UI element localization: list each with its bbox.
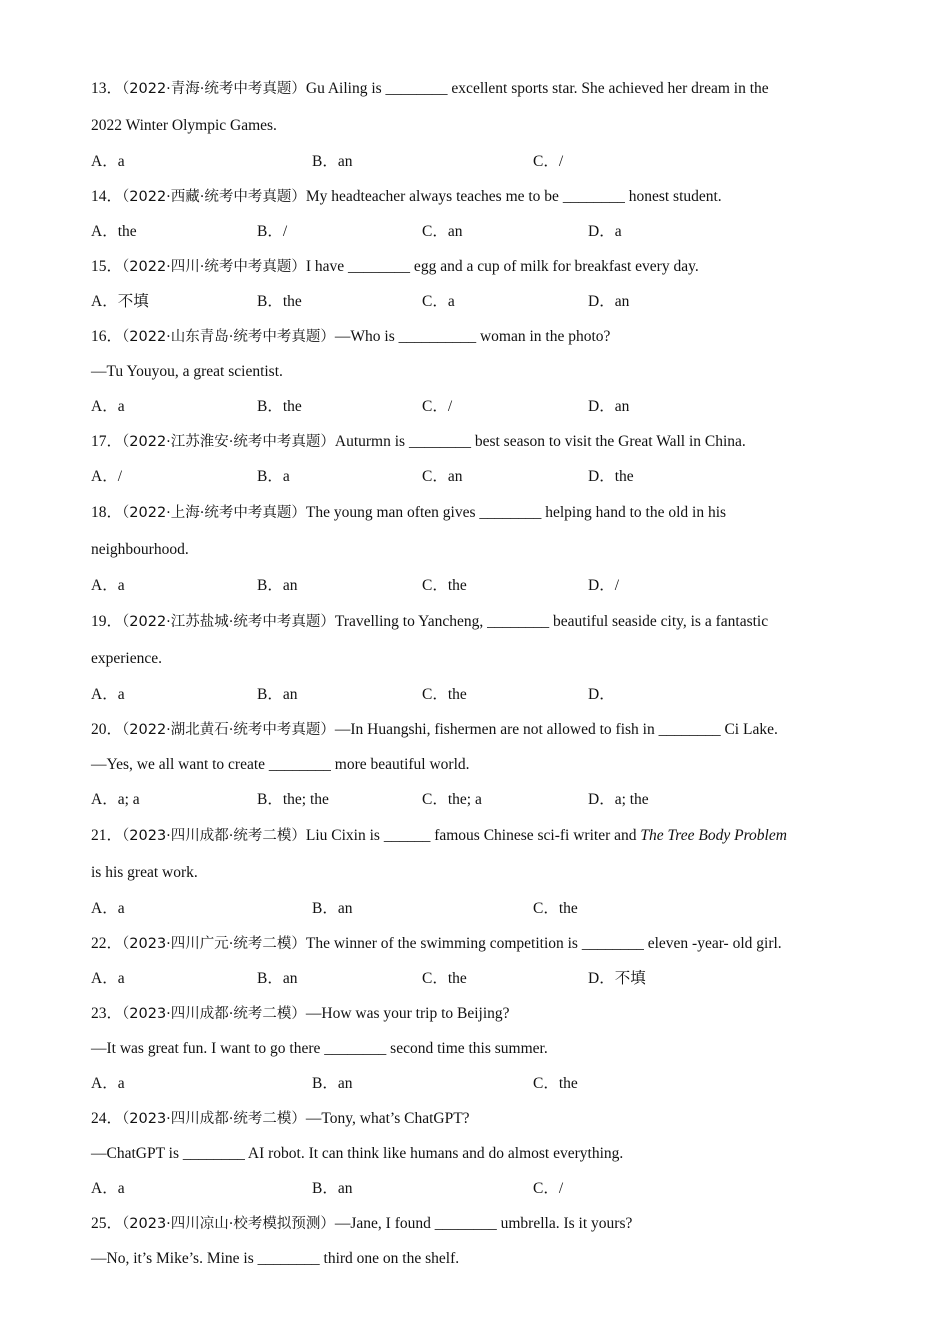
- question-21: [91, 817, 871, 926]
- question-text: 13．（2022·青海·统考中考真题）Gu Ailing is ________ excellent sports star. She achieved her dream in the: [91, 80, 769, 97]
- option-b[interactable]: B．an: [312, 900, 353, 917]
- option-d[interactable]: D．不填: [588, 970, 646, 987]
- option-a[interactable]: A．a; a: [91, 791, 140, 808]
- option-b[interactable]: B．a: [257, 468, 290, 485]
- option-c[interactable]: C．/: [533, 1180, 564, 1197]
- question-17: [91, 424, 871, 494]
- option-a[interactable]: A．a: [91, 398, 125, 415]
- option-c[interactable]: C．the: [422, 577, 467, 594]
- options: [91, 961, 871, 996]
- option-d[interactable]: D．a; the: [588, 791, 649, 808]
- options: [91, 389, 871, 424]
- option-c[interactable]: C．the: [533, 900, 578, 917]
- question-text: 15．（2022·四川·统考中考真题）I have ________ egg and a cup of milk for breakfast every day.: [91, 258, 699, 275]
- question-text-cont: 2022 Winter Olympic Games.: [91, 117, 277, 134]
- question-text: 21．（2023·四川成都·统考二模）Liu Cixin is ______ famous Chinese sci-fi writer and The Tree Body Problem: [91, 827, 787, 844]
- question-text-cont: experience.: [91, 650, 162, 667]
- option-b[interactable]: B．an: [312, 1075, 353, 1092]
- question-13: [91, 70, 871, 179]
- option-a[interactable]: A．a: [91, 970, 125, 987]
- question-25: [91, 1206, 871, 1276]
- question-23: [91, 996, 871, 1101]
- question-15: [91, 249, 871, 319]
- option-b[interactable]: B．the; the: [257, 791, 329, 808]
- option-c[interactable]: C．the; a: [422, 791, 482, 808]
- options: [91, 144, 871, 179]
- question-text: 23．（2023·四川成都·统考二模）—How was your trip to Beijing?: [91, 1005, 510, 1022]
- question-18: [91, 494, 871, 603]
- option-c[interactable]: C．the: [533, 1075, 578, 1092]
- option-a[interactable]: A．a: [91, 686, 125, 703]
- question-text-cont: —It was great fun. I want to go there ________ second time this summer.: [91, 1040, 548, 1057]
- option-a[interactable]: A．/: [91, 468, 123, 485]
- question-text: 24．（2023·四川成都·统考二模）—Tony, what’s ChatGPT?: [91, 1110, 470, 1127]
- option-b[interactable]: B．an: [257, 970, 298, 987]
- option-b[interactable]: B．an: [312, 153, 353, 170]
- option-b[interactable]: B．/: [257, 223, 288, 240]
- options: [91, 782, 871, 817]
- option-a[interactable]: A．a: [91, 577, 125, 594]
- question-19: [91, 603, 871, 712]
- question-text-cont: —No, it’s Mike’s. Mine is ________ third one on the shelf.: [91, 1250, 460, 1267]
- option-a[interactable]: A．不填: [91, 293, 149, 310]
- option-a[interactable]: A．a: [91, 1180, 125, 1197]
- option-c[interactable]: C．a: [422, 293, 455, 310]
- option-a[interactable]: A．a: [91, 900, 125, 917]
- question-page: [91, 70, 871, 1276]
- question-text: 14．（2022·西藏·统考中考真题）My headteacher always teaches me to be ________ honest student.: [91, 188, 722, 205]
- options: [91, 214, 871, 249]
- options: [91, 284, 871, 319]
- options: [91, 568, 871, 603]
- option-d[interactable]: D．/: [588, 577, 620, 594]
- question-24: [91, 1101, 871, 1206]
- option-b[interactable]: B．an: [257, 577, 298, 594]
- option-d[interactable]: D．the: [588, 468, 634, 485]
- options: [91, 677, 871, 712]
- option-a[interactable]: A．the: [91, 223, 137, 240]
- question-text-cont: —ChatGPT is ________ AI robot. It can think like humans and do almost everything.: [91, 1145, 624, 1162]
- question-text: 16．（2022·山东青岛·统考中考真题）—Who is __________ woman in the photo?: [91, 328, 611, 345]
- options: [91, 891, 871, 926]
- option-c[interactable]: C．an: [422, 223, 463, 240]
- option-c[interactable]: C．the: [422, 686, 467, 703]
- question-text-cont: is his great work.: [91, 864, 198, 881]
- option-b[interactable]: B．an: [312, 1180, 353, 1197]
- question-text: 22．（2023·四川广元·统考二模）The winner of the swimming competition is ________ eleven -year- old girl.: [91, 935, 782, 952]
- question-text-cont: —Yes, we all want to create ________ more beautiful world.: [91, 756, 470, 773]
- question-text-cont: —Tu Youyou, a great scientist.: [91, 363, 283, 380]
- question-text-cont: neighbourhood.: [91, 541, 189, 558]
- question-14: [91, 179, 871, 249]
- option-d[interactable]: D．an: [588, 398, 630, 415]
- option-c[interactable]: C．/: [422, 398, 453, 415]
- question-20: [91, 712, 871, 817]
- question-text: 17．（2022·江苏淮安·统考中考真题）Auturmn is ________ best season to visit the Great Wall in China.: [91, 433, 746, 450]
- question-16: [91, 319, 871, 424]
- option-c[interactable]: C．the: [422, 970, 467, 987]
- question-text: 18．（2022·上海·统考中考真题）The young man often gives ________ helping hand to the old in his: [91, 504, 727, 521]
- option-b[interactable]: B．the: [257, 398, 302, 415]
- option-d[interactable]: D．: [588, 686, 615, 703]
- option-a[interactable]: A．a: [91, 153, 125, 170]
- option-d[interactable]: D．a: [588, 223, 622, 240]
- option-d[interactable]: D．an: [588, 293, 630, 310]
- option-a[interactable]: A．a: [91, 1075, 125, 1092]
- question-text: 19．（2022·江苏盐城·统考中考真题）Travelling to Yancheng, ________ beautiful seaside city, is a fantastic: [91, 613, 769, 630]
- question-text: 20．（2022·湖北黄石·统考中考真题）—In Huangshi, fishermen are not allowed to fish in ________ Ci Lake.: [91, 721, 778, 738]
- option-c[interactable]: C．an: [422, 468, 463, 485]
- option-b[interactable]: B．the: [257, 293, 302, 310]
- option-b[interactable]: B．an: [257, 686, 298, 703]
- options: [91, 459, 871, 494]
- options: [91, 1066, 871, 1101]
- options: [91, 1171, 871, 1206]
- question-text: 25．（2023·四川凉山·校考模拟预测）—Jane, I found ________ umbrella. Is it yours?: [91, 1215, 633, 1232]
- option-c[interactable]: C．/: [533, 153, 564, 170]
- question-22: [91, 926, 871, 996]
- book-title: The Tree Body Problem: [640, 827, 787, 844]
